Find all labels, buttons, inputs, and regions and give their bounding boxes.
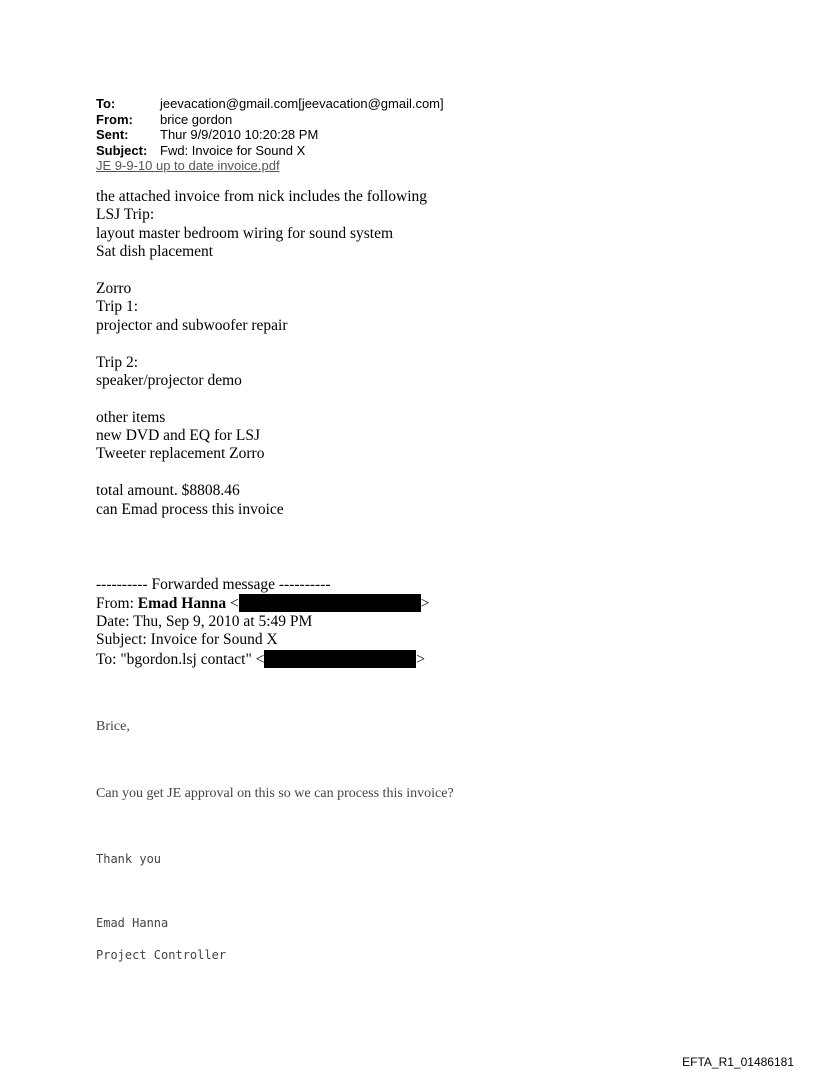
attachment-row: [96, 158, 444, 174]
message-greeting: Brice,: [96, 719, 130, 734]
body-line: LSJ Trip:: [96, 206, 155, 224]
body-line: [96, 464, 427, 482]
message-thanks: Thank you: [96, 852, 162, 866]
subject-value: Fwd: Invoice for Sound X: [160, 142, 306, 158]
body-line: Trip 1:: [96, 298, 139, 316]
email-body: [96, 188, 427, 519]
body-line: Sat dish placement: [96, 243, 214, 261]
body-line: new DVD and EQ for LSJ: [96, 427, 261, 445]
body-line: can Emad process this invoice: [96, 500, 284, 518]
to-value: jeevacation@gmail.com[jeevacation@gmail.com]: [160, 96, 444, 111]
subject-row: [96, 143, 444, 159]
from-label: From:: [96, 111, 133, 127]
lt-bracket: <: [229, 595, 239, 613]
gt-bracket: >: [416, 650, 426, 668]
email-header: [96, 96, 444, 174]
forward-from-name: Emad Hanna: [137, 595, 227, 613]
forwarded-header: [96, 576, 429, 668]
sent-row: [96, 127, 444, 143]
from-value: brice gordon: [160, 111, 233, 127]
to-label: To:: [96, 96, 116, 111]
redacted-email-box: [264, 650, 416, 668]
sent-value: Thur 9/9/2010 10:20:28 PM: [160, 127, 319, 142]
body-line: speaker/projector demo: [96, 371, 242, 389]
subject-label: Subject:: [96, 142, 148, 158]
body-line: Zorro: [96, 279, 132, 297]
body-line: the attached invoice from nick includes the following: [96, 188, 427, 205]
signature-title: Project Controller: [96, 948, 227, 962]
body-line: [96, 390, 427, 408]
attachment-link[interactable]: JE 9-9-10 up to date invoice.pdf: [96, 158, 280, 173]
forward-date: Date: Thu, Sep 9, 2010 at 5:49 PM: [96, 612, 313, 630]
document-id: EFTA_R1_01486181: [682, 1055, 794, 1069]
body-line: Tweeter replacement Zorro: [96, 445, 265, 463]
body-line: other items: [96, 408, 166, 426]
signature-name: Emad Hanna: [96, 916, 169, 930]
body-line: projector and subwoofer repair: [96, 316, 288, 334]
sent-label: Sent:: [96, 127, 129, 142]
forward-to-row: [96, 650, 429, 668]
redacted-email-box: [239, 594, 421, 612]
forward-from-label: From:: [96, 595, 138, 613]
gt-bracket: >: [420, 595, 430, 613]
forward-divider: ---------- Forwarded message ----------: [96, 576, 331, 593]
lt-bracket: <: [255, 650, 265, 668]
body-line: Trip 2:: [96, 353, 139, 371]
body-line: [96, 335, 427, 353]
forward-to-label: To: "bgordon.lsj contact": [96, 650, 256, 668]
forward-from-row: [96, 594, 429, 612]
forward-subject: Subject: Invoice for Sound X: [96, 631, 278, 649]
body-line: [96, 262, 427, 280]
body-line: total amount. $8808.46: [96, 482, 240, 500]
from-row: [96, 112, 444, 128]
body-line: layout master bedroom wiring for sound system: [96, 224, 394, 242]
message-question: Can you get JE approval on this so we can process this invoice?: [96, 786, 454, 801]
to-row: [96, 96, 444, 112]
